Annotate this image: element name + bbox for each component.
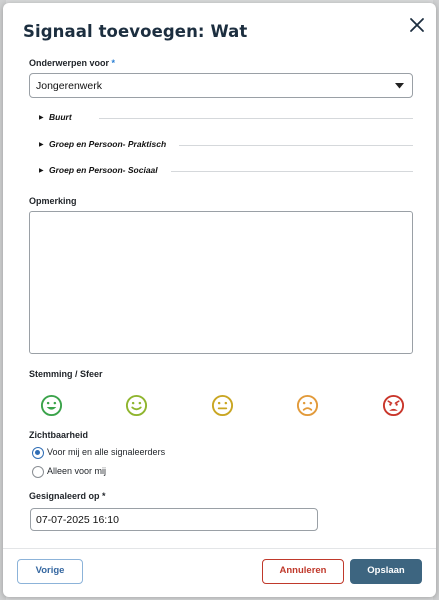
section-buurt[interactable] (39, 112, 413, 124)
section-groep-sociaal[interactable] (39, 165, 413, 177)
required-marker: * (111, 58, 116, 68)
visibility-label: Zichtbaarheid (29, 430, 89, 440)
mood-option-angry[interactable] (382, 394, 405, 417)
caret-right-icon: ▶ (39, 115, 44, 121)
required-marker: * (102, 491, 106, 501)
mood-option-happy[interactable] (125, 394, 148, 417)
section-divider (99, 118, 413, 119)
back-button[interactable]: Vorige (17, 559, 83, 584)
section-label: Groep en Persoon- Sociaal (49, 165, 162, 175)
remark-textarea[interactable] (29, 211, 413, 354)
subjects-selected-value: Jongerenwerk (36, 80, 102, 92)
mood-option-very-happy[interactable] (40, 394, 63, 417)
cancel-button[interactable]: Annuleren (262, 559, 344, 584)
footer-divider (3, 548, 436, 549)
subjects-label-text: Onderwerpen voor (29, 58, 110, 68)
mood-option-neutral[interactable] (211, 394, 234, 417)
radio-button[interactable] (32, 447, 44, 459)
section-divider (179, 145, 413, 146)
radio-label: Alleen voor mij (47, 466, 107, 476)
neutral-face-icon (211, 394, 234, 417)
happy-face-icon (125, 394, 148, 417)
subjects-select[interactable] (29, 73, 413, 98)
mood-option-sad[interactable] (296, 394, 319, 417)
caret-right-icon: ▶ (39, 168, 44, 174)
close-button[interactable] (407, 15, 427, 35)
angry-face-icon (382, 394, 405, 417)
sad-face-icon (296, 394, 319, 417)
mood-label: Stemming / Sfeer (29, 369, 103, 379)
mood-options (40, 394, 407, 418)
section-divider (171, 171, 413, 172)
dialog-title: Signaal toevoegen: Wat (23, 22, 248, 41)
section-label: Buurt (49, 112, 76, 122)
section-groep-praktisch[interactable] (39, 139, 413, 151)
subjects-label (29, 58, 115, 68)
very-happy-face-icon (40, 394, 63, 417)
close-icon (407, 15, 427, 35)
signal-dialog (3, 3, 436, 597)
radio-label: Voor mij en alle signaleerders (47, 447, 166, 457)
save-button[interactable]: Opslaan (350, 559, 422, 584)
section-label: Groep en Persoon- Praktisch (49, 139, 170, 149)
chevron-down-icon (395, 83, 404, 89)
signaled-at-label (29, 491, 106, 501)
radio-button[interactable] (32, 466, 44, 478)
signaled-at-label-text: Gesignaleerd op (29, 491, 100, 501)
remark-label: Opmerking (29, 196, 77, 206)
signaled-at-input[interactable]: 07-07-2025 16:10 (30, 508, 318, 531)
caret-right-icon: ▶ (39, 142, 44, 148)
